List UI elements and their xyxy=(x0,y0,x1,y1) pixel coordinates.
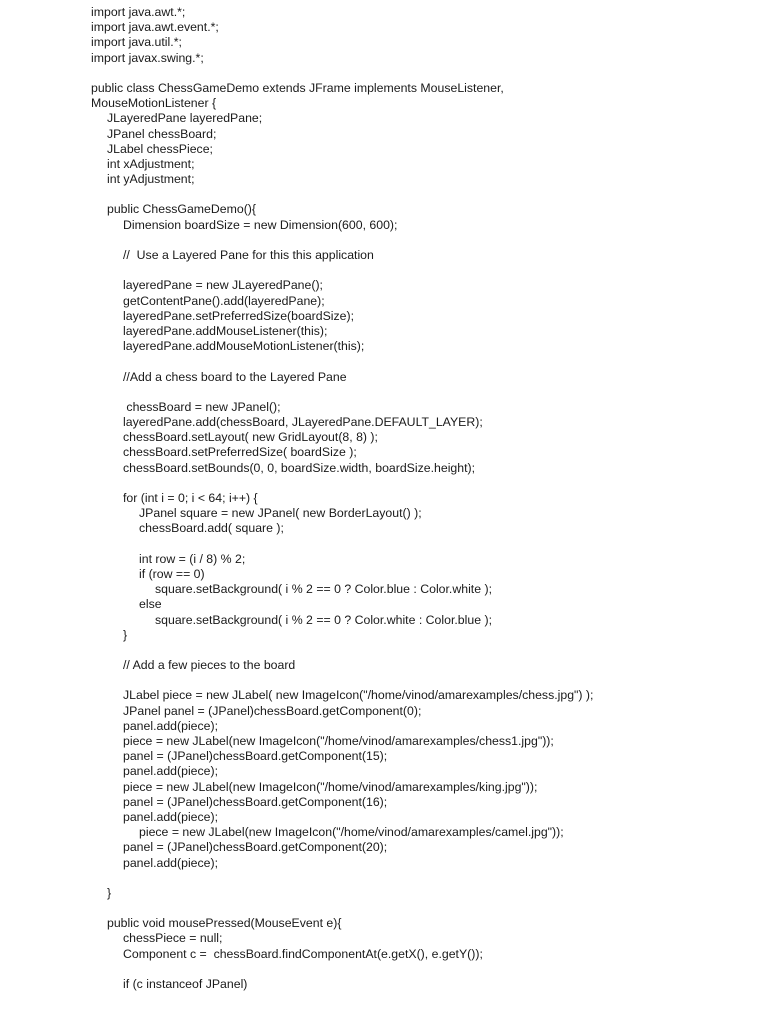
code-line: panel.add(piece); xyxy=(123,809,219,824)
code-line: panel.add(piece); xyxy=(123,718,219,733)
code-line: Component c = chessBoard.findComponentAt(e.getX(), e.getY()); xyxy=(123,946,483,961)
code-document xyxy=(0,5,768,992)
code-line: else xyxy=(139,597,162,612)
blank-line xyxy=(0,187,768,202)
code-line: // Use a Layered Pane for this this application xyxy=(123,248,374,262)
blank-line xyxy=(0,385,768,400)
code-line: piece = new JLabel(new ImageIcon("/home/vinod/amarexamples/king.jpg")); xyxy=(123,779,538,794)
code-line: chessBoard.setLayout( new GridLayout(8, 8) ); xyxy=(123,430,378,445)
code-line: layeredPane.addMouseMotionListener(this); xyxy=(123,339,365,354)
blank-line xyxy=(0,901,768,916)
code-line: panel = (JPanel)chessBoard.getComponent(15); xyxy=(123,749,388,764)
code-line: getContentPane().add(layeredPane); xyxy=(123,293,325,308)
code-line: square.setBackground( i % 2 == 0 ? Color.blue : Color.white ); xyxy=(155,582,492,597)
code-line: layeredPane.addMouseListener(this); xyxy=(123,323,328,338)
blank-line xyxy=(0,233,768,248)
code-line: JPanel square = new JPanel( new BorderLayout() ); xyxy=(139,506,422,521)
code-line: JPanel panel = (JPanel)chessBoard.getComponent(0); xyxy=(123,703,422,718)
code-line: import javax.swing.*; xyxy=(91,50,204,65)
code-line: chessBoard.setBounds(0, 0, boardSize.width, boardSize.height); xyxy=(123,460,476,475)
code-line: JLayeredPane layeredPane; xyxy=(107,111,263,126)
code-line: piece = new JLabel(new ImageIcon("/home/vinod/amarexamples/chess1.jpg")); xyxy=(123,734,554,748)
blank-line xyxy=(0,354,768,369)
blank-line xyxy=(0,263,768,278)
code-line: chessPiece = null; xyxy=(123,931,223,946)
code-line: for (int i = 0; i < 64; i++) { xyxy=(123,491,258,505)
code-line: chessBoard.add( square ); xyxy=(139,521,284,536)
code-line: layeredPane.add(chessBoard, JLayeredPane.DEFAULT_LAYER); xyxy=(123,415,483,430)
blank-line xyxy=(0,871,768,886)
blank-line xyxy=(0,673,768,688)
code-line: JPanel chessBoard; xyxy=(107,126,217,141)
code-line: panel = (JPanel)chessBoard.getComponent(16); xyxy=(123,794,388,809)
code-line: JLabel piece = new JLabel( new ImageIcon("/home/vinod/amarexamples/chess.jpg") ); xyxy=(123,688,594,703)
code-line: int xAdjustment; xyxy=(107,156,195,171)
code-line: JLabel chessPiece; xyxy=(107,141,213,156)
code-line: } xyxy=(123,627,128,642)
code-line: MouseMotionListener { xyxy=(91,96,217,111)
code-line: square.setBackground( i % 2 == 0 ? Color.white : Color.blue ); xyxy=(155,612,492,627)
code-line: import java.awt.event.*; xyxy=(91,20,219,35)
code-line: layeredPane = new JLayeredPane(); xyxy=(123,278,323,293)
code-line: piece = new JLabel(new ImageIcon("/home/vinod/amarexamples/camel.jpg")); xyxy=(139,825,564,840)
blank-line xyxy=(0,643,768,658)
code-line: import java.util.*; xyxy=(91,35,182,50)
code-line: public void mousePressed(MouseEvent e){ xyxy=(107,916,342,931)
code-line: if (row == 0) xyxy=(139,566,205,581)
code-line: layeredPane.setPreferredSize(boardSize); xyxy=(123,308,355,323)
code-line: panel.add(piece); xyxy=(123,855,219,870)
code-line: panel.add(piece); xyxy=(123,764,219,779)
blank-line xyxy=(0,66,768,81)
code-line: public ChessGameDemo(){ xyxy=(107,202,256,217)
code-line: chessBoard.setPreferredSize( boardSize ); xyxy=(123,445,357,460)
code-line: // Add a few pieces to the board xyxy=(123,658,296,673)
blank-line xyxy=(0,962,768,977)
code-line: Dimension boardSize = new Dimension(600, 600); xyxy=(123,217,398,232)
code-line: if (c instanceof JPanel) xyxy=(123,977,248,991)
code-line: chessBoard = new JPanel(); xyxy=(123,399,281,414)
code-line: //Add a chess board to the Layered Pane xyxy=(123,369,347,384)
blank-line xyxy=(0,537,768,552)
code-line: panel = (JPanel)chessBoard.getComponent(20); xyxy=(123,840,388,855)
code-line: int yAdjustment; xyxy=(107,172,195,187)
code-line: public class ChessGameDemo extends JFrame implements MouseListener, xyxy=(91,80,504,95)
code-line: int row = (i / 8) % 2; xyxy=(139,551,246,566)
code-line: import java.awt.*; xyxy=(91,5,186,19)
code-line: } xyxy=(107,885,112,900)
blank-line xyxy=(0,476,768,491)
